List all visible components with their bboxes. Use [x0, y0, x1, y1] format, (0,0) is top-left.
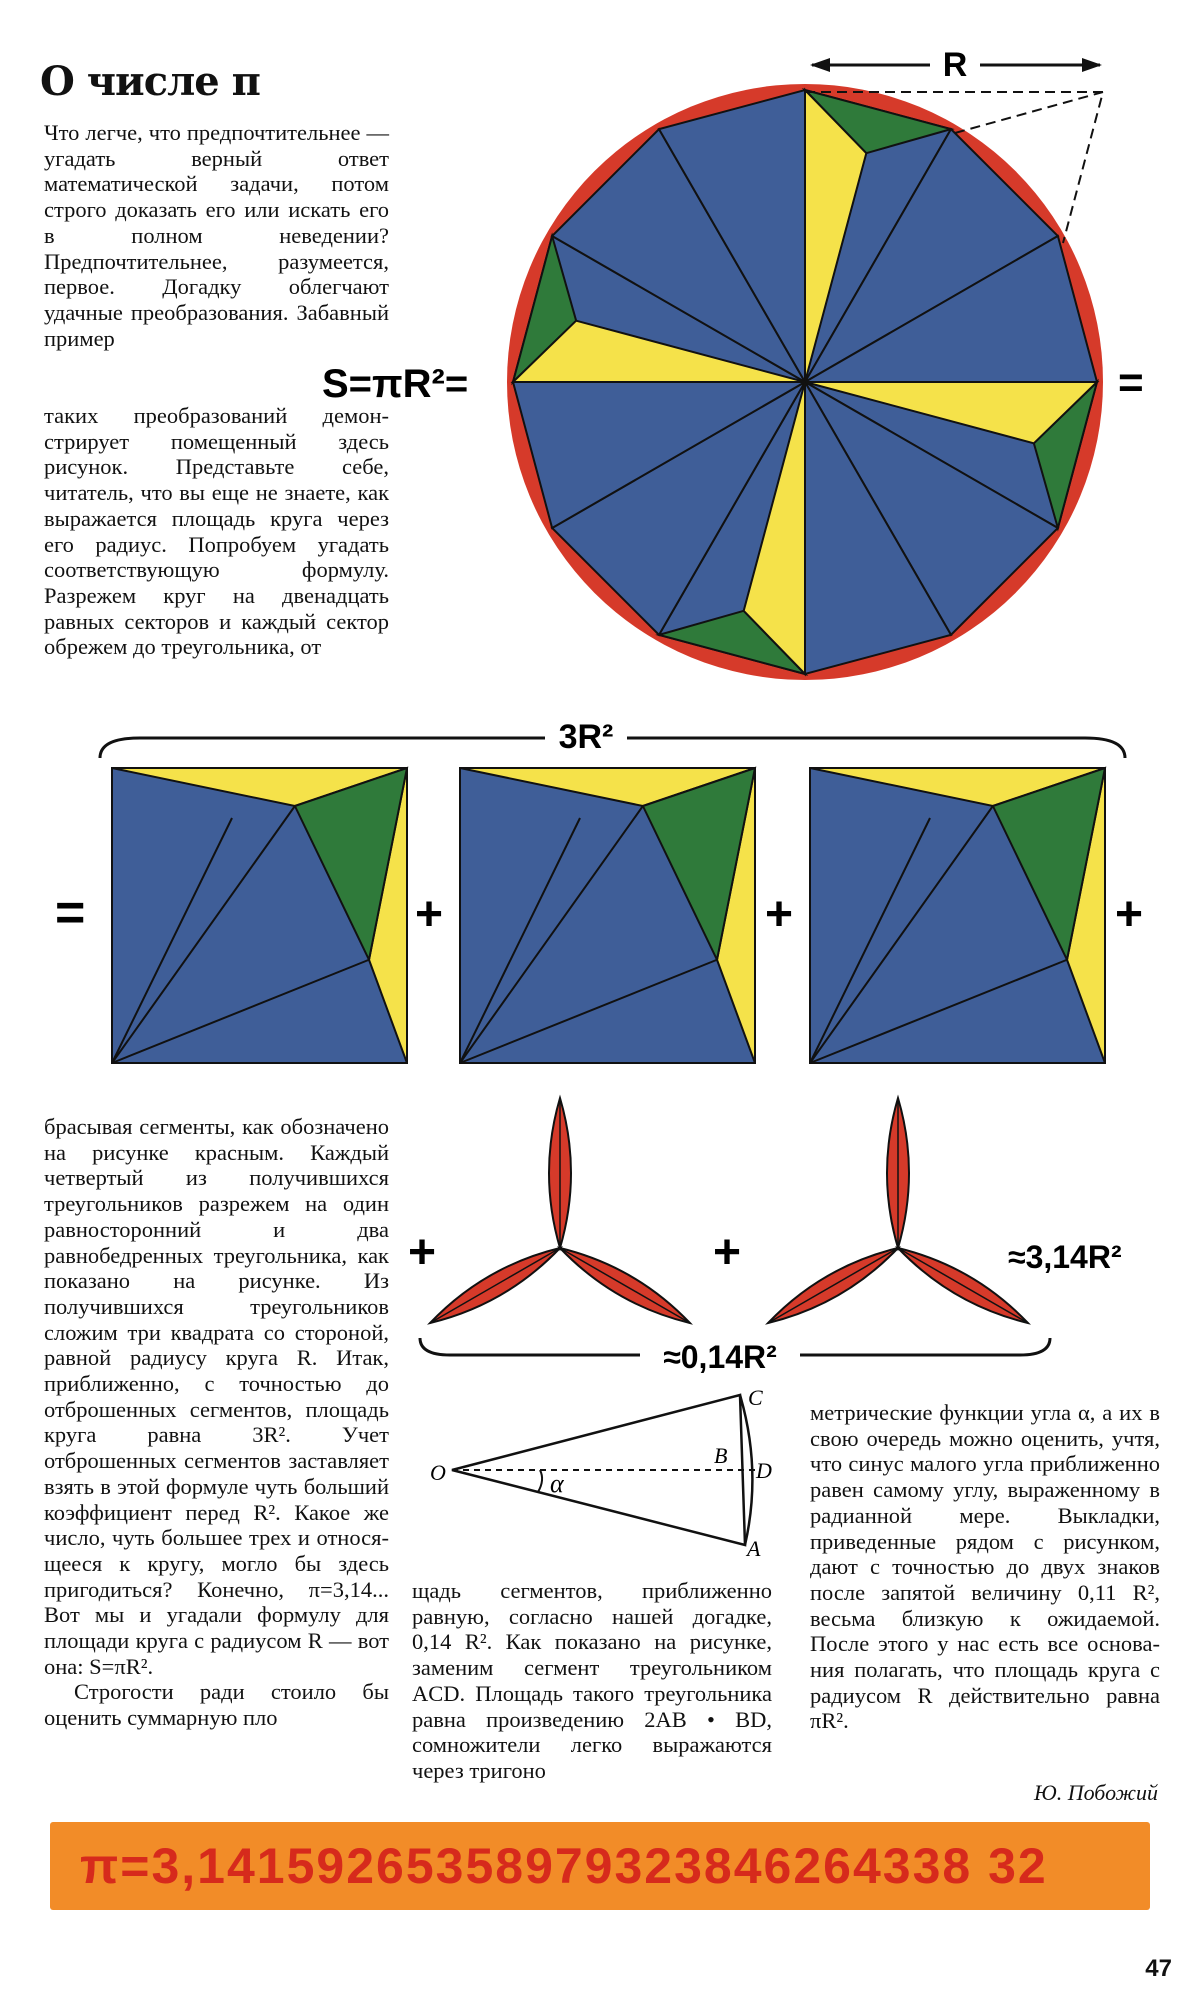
paragraph: брасывая сегменты, как обозначено на рисунке красным. Каждый четвертый из получившихся треугольников разрежем на один равносторонний и два равнобедренных треугольника, как показано на рисунке. Из получившихся треугольников сложим три квадрата со стороной, равной радиусу круга R. Итак, приближенно, с точностью до отброшенных сегментов, площадь круга равна 3R². Учет отброшенных сегментов заставляет взять в этой формуле чуть больший коэффициент перед R². Какое же число, чуть большее трех и относящееся к кругу, могло бы здесь пригодиться? Конечно, π=3,14... Вот мы и угадали формулу для площади круга с радиусом R — вот она: S=πR².: [44, 1114, 389, 1679]
angle-alpha-label: α: [550, 1469, 564, 1498]
arrow-head-right: [1082, 58, 1102, 72]
paragraph: Что легче, что предпочтительнее — угадать верный ответ математической задачи, потом строго доказать его или искать его в полном неведении? Предпочтительнее, разумеется, первое. Догадку облегчают удачные преобразования. Забавный пример: [44, 120, 389, 351]
radius-label: R: [942, 46, 968, 84]
squares-row: [55, 768, 1143, 1063]
point-o-label: O: [430, 1460, 446, 1485]
point-a-label: A: [747, 1536, 761, 1561]
area-formula: S=πR²=: [322, 362, 469, 406]
dashed-construction: [955, 92, 1103, 133]
brace-label-3r2: 3R²: [558, 718, 614, 756]
segment-geometry-diagram: [430, 1385, 772, 1561]
plus-sign: +: [408, 1226, 437, 1279]
plus-sign: +: [415, 888, 444, 941]
point-d-label: D: [756, 1458, 772, 1483]
petal-axis: [560, 1248, 690, 1323]
brace-3r2: [100, 718, 1125, 758]
segment-propeller: [430, 1098, 690, 1323]
petal-axis: [430, 1248, 560, 1323]
composed-square: [112, 768, 407, 1063]
composed-square: [810, 768, 1105, 1063]
author-signature: Ю. Побожий: [1034, 1780, 1158, 1805]
angle-arc: [538, 1470, 542, 1492]
page-number: 47: [1145, 1955, 1172, 1982]
segment-propeller: [768, 1098, 1028, 1323]
paragraph: щадь сегментов, приближенно равную, согласно нашей догадке, 0,14 R². Как показано на рисунке, заменим сегмент треугольником ACD. Площадь такого треугольника равна произведению 2AB • BD, сомножители легко выражаются через тригоно: [412, 1578, 772, 1783]
plus-sign: +: [713, 1226, 742, 1279]
brace-label-014: ≈0,14R²: [663, 1339, 777, 1375]
paragraph: метрические функции угла α, а их в свою очередь можно оценить, учтя, что синус малого угла приближенно равен самому углу, выраженному в радианной мере. Выкладки, приведенные рядом с рисунком, дают с точностью до двух знаков после запятой величину 0,11 R², весьма близкую к ожидаемой. После этого у нас есть все основания полагать, что площадь круга с радиусом R действительно равна πR².: [810, 1400, 1160, 1734]
paragraph: Строгости ради стоило бы оценить суммарную пло: [44, 1679, 389, 1731]
arrow-head-left: [810, 58, 830, 72]
composed-square: [460, 768, 755, 1063]
approx-total: ≈3,14R²: [1008, 1239, 1122, 1275]
equals-sign: =: [55, 884, 86, 942]
paragraph: таких преобразований демонстрирует помещенный здесь рисунок. Представьте себе, читатель, что вы еще не знаете, как выражается площадь круга через его радиус. Попробуем угадать соответствующую формулу. Разрежем круг на двенадцать равных секторов и каждый сектор обрежем до треугольника, от: [44, 403, 389, 660]
segments-row: [408, 1098, 1122, 1375]
plus-sign: +: [765, 888, 794, 941]
petal-axis: [768, 1248, 898, 1323]
plus-sign: +: [1115, 888, 1144, 941]
point-c-label: C: [748, 1385, 763, 1410]
equals-sign: =: [1118, 358, 1144, 407]
point-b-label: B: [714, 1443, 728, 1468]
pi-digits: π=3,14159265358979323846264338 32: [80, 1838, 1048, 1894]
page-title: О числе π: [40, 58, 260, 105]
pi-digits-banner: [50, 1822, 1150, 1910]
circle-diagram: [322, 45, 1144, 680]
